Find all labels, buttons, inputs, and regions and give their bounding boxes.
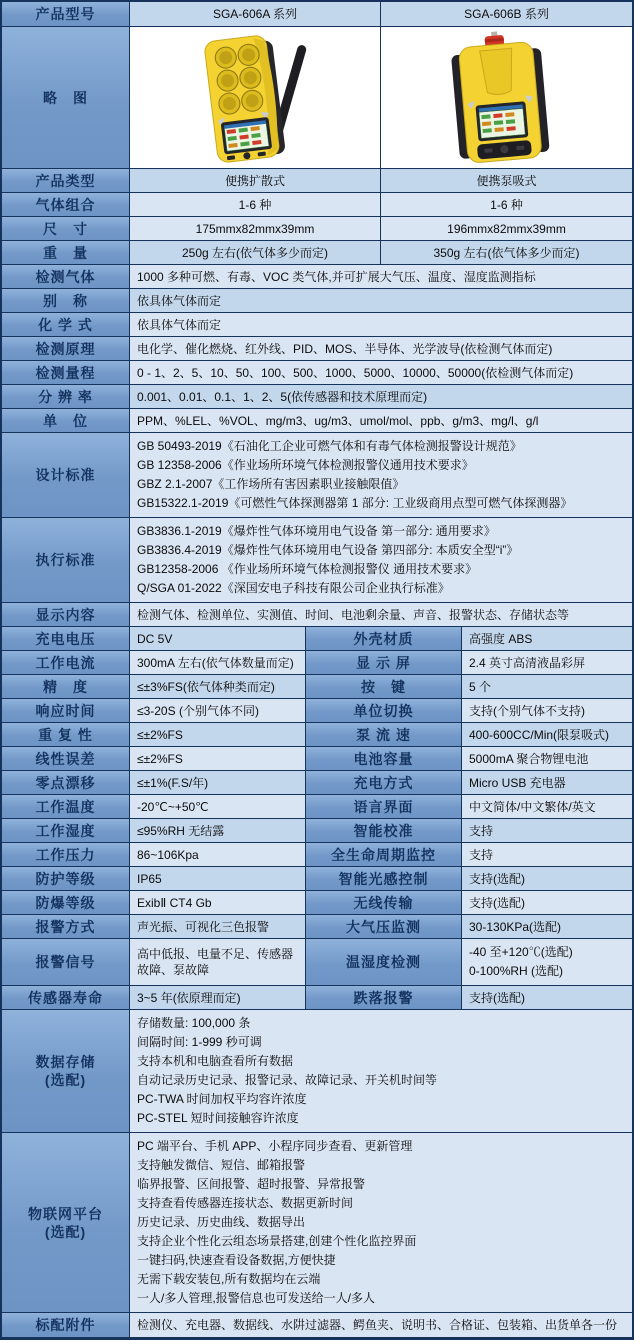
row-value-lines-line: 临界报警、区间报警、超时报警、异常报警 — [137, 1177, 366, 1191]
row-value-lines-line: PC-TWA 时间加权平均容许浓度 — [137, 1092, 307, 1106]
value-col-b: 1-6 种 — [381, 193, 632, 217]
row-label-text: 物联网平台 — [28, 1205, 103, 1222]
row-label-execution-standards — [2, 518, 130, 603]
row-label-chemical-formula — [2, 313, 130, 337]
row-value-lines-line: 历史记录、历史曲线、数据导出 — [137, 1215, 306, 1229]
row-value-lines-line: PC-STEL 短时间接触容许浓度 — [137, 1111, 299, 1125]
row-value-2-lines — [462, 939, 632, 986]
row-label-2-text: 跌落报警 — [353, 989, 414, 1006]
row-label-text: 工作电流 — [35, 654, 96, 671]
row-value-2: 支持(个别气体不支持) — [462, 699, 632, 723]
row-value: 依具体气体而定 — [130, 289, 632, 313]
row-value-1: 声光振、可视化三色报警 — [130, 915, 306, 939]
row-value: 0.001、0.01、0.1、1、2、5(依传感器和技术原理而定) — [130, 385, 632, 409]
row-label-text: 执行标准 — [35, 552, 96, 568]
row-label-response-time — [2, 699, 130, 723]
value-col-a: 便携扩散式 — [130, 169, 381, 193]
row-label-2-text: 外壳材质 — [353, 630, 414, 647]
row-label-detected-gas — [2, 265, 130, 289]
row-label-text: 设计标准 — [35, 467, 96, 483]
row-label-text: 工作温度 — [35, 798, 96, 815]
row-label-2 — [306, 795, 462, 819]
row-repeatability — [2, 723, 632, 747]
row-value-2: 5 个 — [462, 675, 632, 699]
row-label-2-text: 电池容量 — [353, 750, 414, 767]
row-value-1: ≤95%RH 无结露 — [130, 819, 306, 843]
row-label-text: 检测气体 — [35, 268, 96, 285]
row-label-text: 报警信号 — [35, 954, 96, 970]
row-value-1: ≤±1%(F.S/年) — [130, 771, 306, 795]
row-label-text: 检测量程 — [35, 364, 96, 381]
row-label-text: 显示内容 — [35, 606, 96, 623]
row-label-text: 单 位 — [43, 412, 88, 429]
row-iot-platform — [2, 1133, 632, 1313]
row-label-text: 产品类型 — [35, 172, 96, 189]
value-col-b: 196mmx82mmx39mm — [381, 217, 632, 241]
row-label-units — [2, 409, 130, 433]
value-col-b: 便携泵吸式 — [381, 169, 632, 193]
row-value-2: 支持(选配) — [462, 891, 632, 915]
row-label-text: 充电电压 — [35, 630, 96, 647]
row-sketch — [2, 27, 632, 169]
row-label-precision — [2, 675, 130, 699]
row-value-lines — [130, 1133, 632, 1313]
row-product-model — [2, 2, 632, 27]
row-value-lines — [130, 518, 632, 603]
row-value-2: 400-600CC/Min(限泵吸式) — [462, 723, 632, 747]
row-label-resolution — [2, 385, 130, 409]
device-a-body-group — [204, 33, 286, 162]
row-display-content — [2, 603, 632, 627]
row-label-2-text: 按 键 — [361, 678, 406, 695]
row-design-standards — [2, 433, 632, 518]
row-value-lines-line: GB 50493-2019《石油化工企业可燃气体和有毒气体检测报警设计规范》 — [137, 439, 522, 453]
row-label-iot-platform — [2, 1133, 130, 1313]
row-value-lines — [130, 433, 632, 518]
row-label-dimensions — [2, 217, 130, 241]
row-value-lines-line: 支持触发微信、短信、邮箱报警 — [137, 1158, 306, 1172]
row-value-1: IP65 — [130, 867, 306, 891]
row-working-humidity — [2, 819, 632, 843]
row-value-lines-line: 无需下载安装包,所有数据均在云端 — [137, 1272, 321, 1286]
row-label-2-text: 单位切换 — [353, 702, 414, 719]
row-working-temperature — [2, 795, 632, 819]
row-value: 1000 多种可燃、有毒、VOC 类气体,并可扩展大气压、温度、湿度监测指标 — [130, 265, 632, 289]
row-data-storage — [2, 1010, 632, 1133]
row-label-linearity-error — [2, 747, 130, 771]
row-value-lines-line: 一键扫码,快速查看设备数据,方便快捷 — [137, 1253, 336, 1267]
row-value-2: 支持 — [462, 843, 632, 867]
row-label-2-text: 泵 流 速 — [356, 726, 411, 743]
row-value-lines-line: 间隔时间: 1-999 秒可调 — [137, 1035, 262, 1049]
row-label-weight — [2, 241, 130, 265]
row-value-lines — [130, 1010, 632, 1133]
row-label-text: 重 复 性 — [38, 726, 93, 743]
row-label-protection-rating — [2, 867, 130, 891]
row-label-subtext: (选配) — [44, 1072, 87, 1088]
row-value: 依具体气体而定 — [130, 313, 632, 337]
row-label-working-temperature — [2, 795, 130, 819]
row-value: 0 - 1、2、5、10、50、100、500、1000、5000、10000、50000(依检测气体而定) — [130, 361, 632, 385]
row-value-2-lines-line: -40 至+120℃(选配) — [469, 945, 573, 959]
row-label-text: 工作湿度 — [35, 822, 96, 839]
value-col-a: 175mmx82mmx39mm — [130, 217, 381, 241]
row-label-repeatability — [2, 723, 130, 747]
row-value-1: ExibⅡ CT4 Gb — [130, 891, 306, 915]
row-label-text: 分 辨 率 — [38, 388, 93, 405]
row-value-lines-line: 支持本机和电脑查看所有数据 — [137, 1054, 294, 1068]
row-value-1: 3~5 年(依原理而定) — [130, 986, 306, 1010]
row-label-2 — [306, 747, 462, 771]
row-linearity-error — [2, 747, 632, 771]
row-value-1: ≤±2%FS — [130, 723, 306, 747]
row-label-2 — [306, 915, 462, 939]
row-label-text: 精 度 — [43, 678, 88, 695]
row-value-1: 86~106Kpa — [130, 843, 306, 867]
row-value-2: 支持(选配) — [462, 867, 632, 891]
row-dimensions — [2, 217, 632, 241]
row-label-display-content — [2, 603, 130, 627]
row-value-1: ≤±2%FS — [130, 747, 306, 771]
row-label-subtext: (选配) — [44, 1223, 87, 1240]
row-value-1: DC 5V — [130, 627, 306, 651]
row-value-lines-line: 支持查看传感器连接状态、数据更新时间 — [137, 1196, 354, 1210]
row-label-2 — [306, 771, 462, 795]
row-value-lines-line: 一人/多人管理,报警信息也可发送给一人/多人 — [137, 1291, 376, 1305]
row-value-lines-line: PC 端平台、手机 APP、小程序同步查看、更新管理 — [137, 1139, 413, 1153]
row-value-1: 高中低报、电量不足、传感器故障、泵故障 — [130, 939, 306, 986]
value-col-a: 1-6 种 — [130, 193, 381, 217]
row-value-2: 中文简体/中文繁体/英文 — [462, 795, 632, 819]
row-standard-accessories — [2, 1313, 632, 1337]
row-label-detection-principle — [2, 337, 130, 361]
row-label-working-pressure — [2, 843, 130, 867]
row-value-2: 2.4 英寸高清液晶彩屏 — [462, 651, 632, 675]
row-label-alarm-signal — [2, 939, 130, 986]
row-label-text: 别 称 — [43, 292, 88, 309]
row-explosion-proof-rating — [2, 891, 632, 915]
row-label-standard-accessories — [2, 1313, 130, 1337]
row-value-lines-line: GB12358-2006 《作业场所环境气体检测报警仪 通用技术要求》 — [137, 562, 478, 576]
row-label-text: 零点漂移 — [35, 774, 96, 791]
row-alarm-mode — [2, 915, 632, 939]
row-label-zero-drift — [2, 771, 130, 795]
row-units — [2, 409, 632, 433]
row-value-lines-line: Q/SGA 01-2022《深国安电子科技有限公司企业执行标准》 — [137, 581, 450, 595]
row-label-2-text: 智能校准 — [353, 822, 414, 839]
row-value: PPM、%LEL、%VOL、mg/m3、ug/m3、umol/mol、ppb、g/m3、mg/l、g/l — [130, 409, 632, 433]
row-charge-voltage — [2, 627, 632, 651]
row-label-2 — [306, 986, 462, 1010]
row-value-1: -20℃~+50℃ — [130, 795, 306, 819]
row-chemical-formula — [2, 313, 632, 337]
row-execution-standards — [2, 518, 632, 603]
row-label-alarm-mode — [2, 915, 130, 939]
row-label-text: 检测原理 — [35, 340, 96, 357]
row-label-2-text: 大气压监测 — [346, 918, 421, 935]
row-resolution — [2, 385, 632, 409]
row-response-time — [2, 699, 632, 723]
row-value-1: ≤3-20S (个别气体不同) — [130, 699, 306, 723]
row-label-text: 重 量 — [43, 244, 88, 261]
row-value-lines-line: GBZ 2.1-2007《工作场所有害因素职业接触限值》 — [137, 477, 405, 491]
row-label-2-text: 智能光感控制 — [338, 870, 429, 887]
row-label-2-text: 充电方式 — [353, 774, 414, 791]
row-value-lines-line: 存储数量: 100,000 条 — [137, 1016, 251, 1030]
row-working-pressure — [2, 843, 632, 867]
row-label-text: 报警方式 — [35, 918, 96, 935]
row-label-text: 数据存储 — [35, 1054, 96, 1070]
row-label-2-text: 温湿度检测 — [346, 954, 421, 970]
row-weight — [2, 241, 632, 265]
row-value-lines-line: 自动记录历史记录、报警记录、故障记录、开关机时间等 — [137, 1073, 438, 1087]
row-value-lines-line: 支持企业个性化云组态场景搭建,创建个性化监控界面 — [137, 1234, 417, 1248]
row-alias — [2, 289, 632, 313]
row-detected-gas — [2, 265, 632, 289]
row-label-2 — [306, 627, 462, 651]
row-value-2-lines-line: 0-100%RH (选配) — [469, 964, 564, 978]
row-label-text: 化 学 式 — [38, 316, 93, 333]
device-a-cell — [130, 27, 381, 169]
row-label-alias — [2, 289, 130, 313]
row-label-2-text: 无线传输 — [353, 894, 414, 911]
row-value: 电化学、催化燃烧、红外线、PID、MOS、半导体、光学波导(依检测气体而定) — [130, 337, 632, 361]
row-value-1: 300mA 左右(依气体数量而定) — [130, 651, 306, 675]
value-col-a: 250g 左右(依气体多少而定) — [130, 241, 381, 265]
row-label-text: 线性误差 — [35, 750, 96, 767]
row-zero-drift — [2, 771, 632, 795]
device-b-image — [387, 29, 627, 167]
row-precision — [2, 675, 632, 699]
row-label-text: 略 图 — [43, 89, 88, 106]
row-value-2: 高强度 ABS — [462, 627, 632, 651]
row-label-2 — [306, 723, 462, 747]
row-label-text: 尺 寸 — [43, 220, 88, 237]
value-col-b: SGA-606B 系列 — [381, 2, 632, 27]
row-label-2 — [306, 843, 462, 867]
row-label-2 — [306, 891, 462, 915]
row-alarm-signal — [2, 939, 632, 986]
row-value: 检测气体、检测单位、实测值、时间、电池剩余量、声音、报警状态、存储状态等 — [130, 603, 632, 627]
row-label-2 — [306, 675, 462, 699]
row-value-2: Micro USB 充电器 — [462, 771, 632, 795]
row-label-2-text: 全生命周期监控 — [331, 846, 436, 863]
row-detection-principle — [2, 337, 632, 361]
row-label-text: 传感器寿命 — [28, 989, 103, 1006]
row-value: 检测仪、充电器、数据线、水阱过滤器、鳄鱼夹、说明书、合格证、包装箱、出货单各一份 — [130, 1313, 632, 1337]
row-value-2: 支持(选配) — [462, 986, 632, 1010]
row-value-lines-line: GB 12358-2006《作业场所环境气体检测报警仪通用技术要求》 — [137, 458, 474, 472]
row-value-2: 支持 — [462, 819, 632, 843]
row-label-text: 响应时间 — [35, 702, 96, 719]
row-label-2-text: 显 示 屏 — [356, 654, 411, 671]
row-label-2 — [306, 699, 462, 723]
row-label-explosion-proof-rating — [2, 891, 130, 915]
row-label-gas-combination — [2, 193, 130, 217]
row-value-1: ≤±3%FS(依气体种类而定) — [130, 675, 306, 699]
row-value-lines-line: GB3836.1-2019《爆炸性气体环境用电气设备 第一部分: 通用要求》 — [137, 524, 496, 538]
row-value-lines-line: GB3836.4-2019《爆炸性气体环境用电气设备 第四部分: 本质安全型“i”》 — [137, 543, 519, 557]
row-label-detection-range — [2, 361, 130, 385]
row-gas-combination — [2, 193, 632, 217]
row-value-lines-line: GB15322.1-2019《可燃性气体探测器第 1 部分: 工业级商用点型可燃气体探测器》 — [137, 496, 573, 510]
row-label-text: 工作压力 — [35, 846, 96, 863]
row-label-text: 防护等级 — [35, 870, 96, 887]
row-label-2-text: 语言界面 — [353, 798, 414, 815]
row-label-2 — [306, 867, 462, 891]
row-label-2 — [306, 819, 462, 843]
device-b-cell — [381, 27, 632, 169]
row-label-2 — [306, 651, 462, 675]
row-label-working-humidity — [2, 819, 130, 843]
row-label-design-standards — [2, 433, 130, 518]
row-product-type — [2, 169, 632, 193]
row-label-text: 气体组合 — [35, 196, 96, 213]
row-label-charge-voltage — [2, 627, 130, 651]
row-working-current — [2, 651, 632, 675]
row-label-product-type — [2, 169, 130, 193]
row-value-2: 5000mA 聚合物锂电池 — [462, 747, 632, 771]
value-col-b: 350g 左右(依气体多少而定) — [381, 241, 632, 265]
row-protection-rating — [2, 867, 632, 891]
row-label-working-current — [2, 651, 130, 675]
device-a-image — [135, 29, 375, 167]
row-label-data-storage — [2, 1010, 130, 1133]
row-sensor-life — [2, 986, 632, 1010]
row-value-2: 30-130KPa(选配) — [462, 915, 632, 939]
row-label-sensor-life — [2, 986, 130, 1010]
device-b-body-group — [449, 29, 550, 164]
row-label-text: 防爆等级 — [35, 894, 96, 911]
row-label-text: 标配附件 — [35, 1317, 96, 1333]
row-label-2 — [306, 939, 462, 986]
value-col-a: SGA-606A 系列 — [130, 2, 381, 27]
row-label-product-model — [2, 2, 130, 27]
row-detection-range — [2, 361, 632, 385]
row-label-sketch — [2, 27, 130, 169]
row-label-text: 产品型号 — [35, 6, 96, 22]
